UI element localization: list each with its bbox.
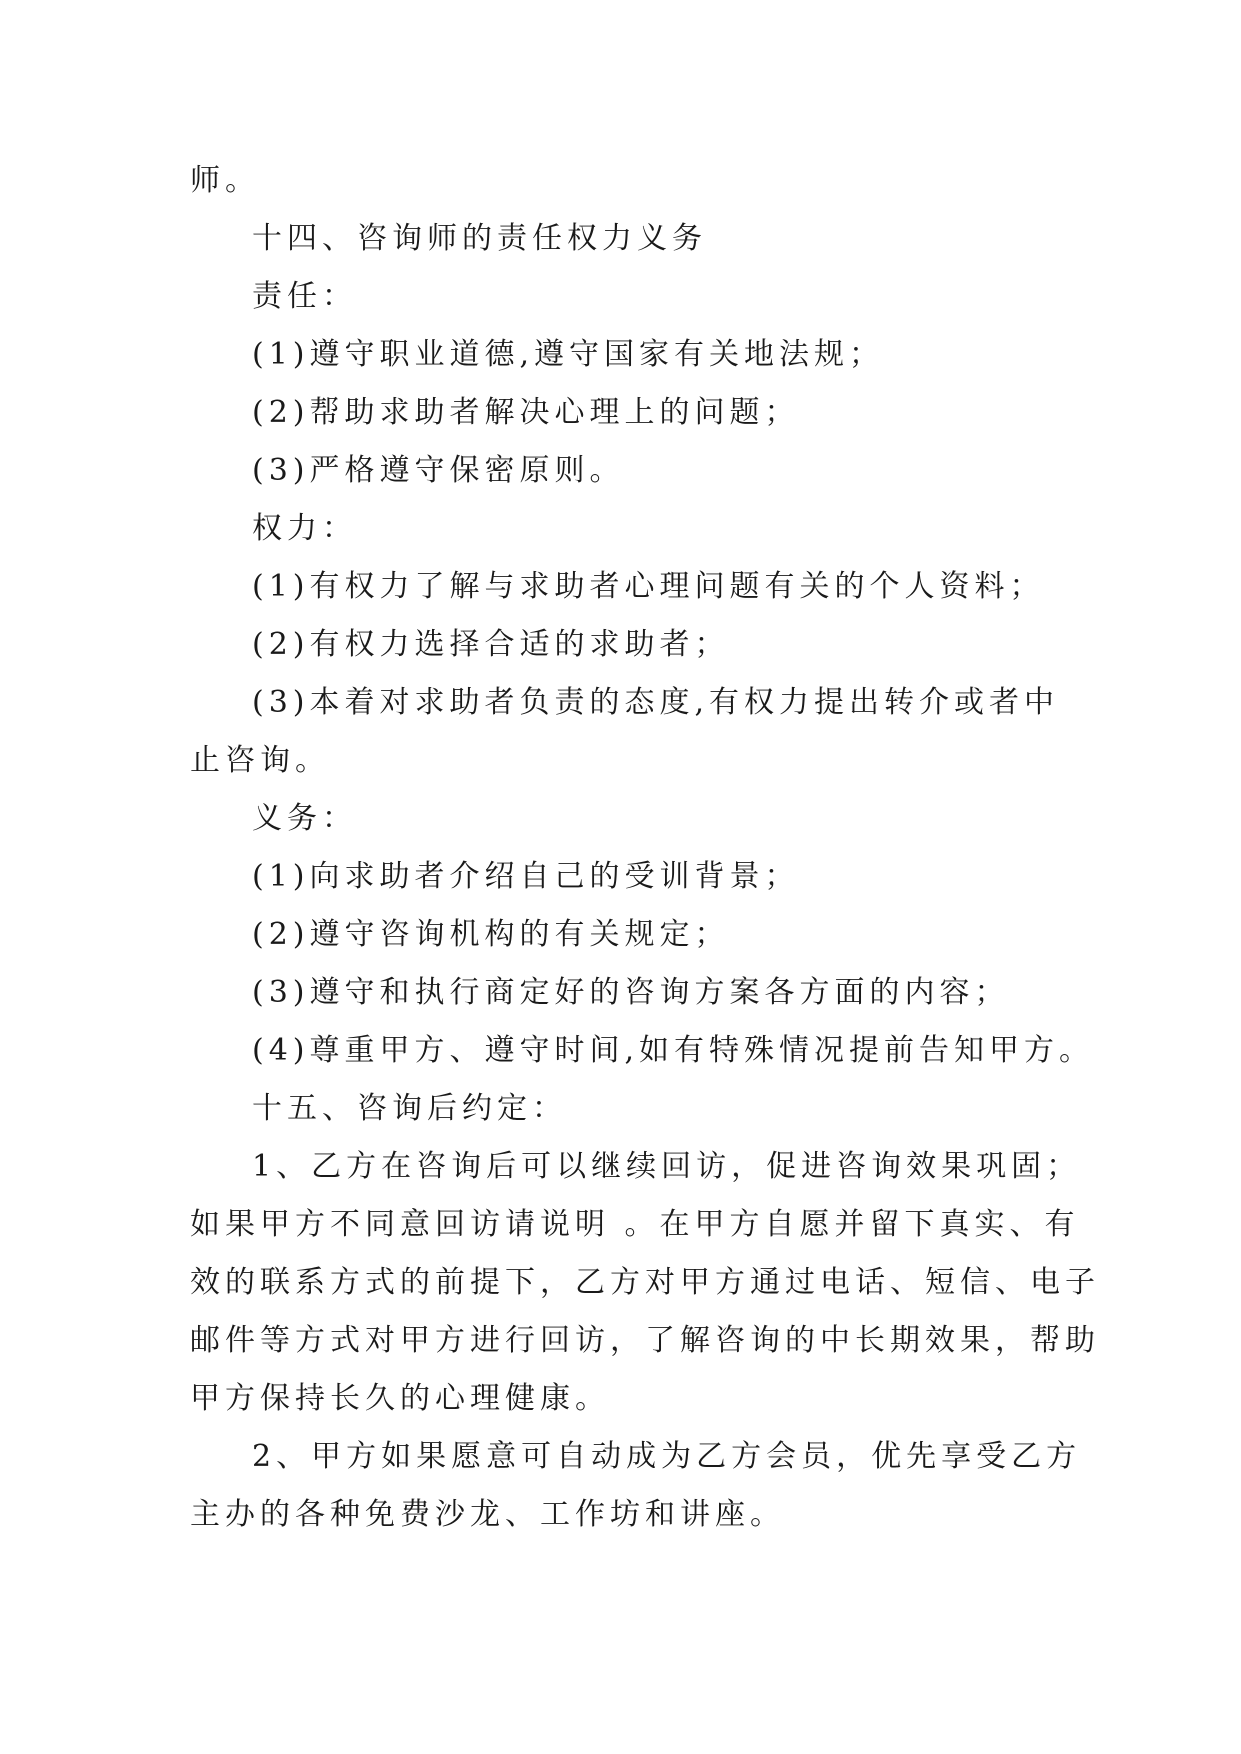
list-item: (2)帮助求助者解决心理上的问题； [252, 395, 800, 430]
paragraph-line: 邮件等方式对甲方进行回访，了解咨询的中长期效果，帮助 [190, 1323, 1100, 1358]
paragraph-line: 2、甲方如果愿意可自动成为乙方会员，优先享受乙方 [252, 1439, 1082, 1474]
subsection-heading: 义务： [252, 801, 357, 836]
list-item: (3)本着对求助者负责的态度,有权力提出转介或者中 [252, 685, 1060, 720]
list-item: (4)尊重甲方、遵守时间,如有特殊情况提前告知甲方。 [252, 1033, 1095, 1068]
list-item: (3)严格遵守保密原则。 [252, 453, 625, 488]
paragraph-line: 如果甲方不同意回访请说明 。在甲方自愿并留下真实、有 [190, 1207, 1080, 1242]
subsection-heading: 权力： [252, 511, 357, 546]
list-item-continuation: 止咨询。 [190, 743, 330, 778]
paragraph-line: 师。 [190, 163, 260, 198]
paragraph-line: 主办的各种免费沙龙、工作坊和讲座。 [190, 1497, 785, 1532]
list-item: (2)遵守咨询机构的有关规定； [252, 917, 730, 952]
list-item: (3)遵守和执行商定好的咨询方案各方面的内容； [252, 975, 1010, 1010]
paragraph-line: 1、乙方在咨询后可以继续回访，促进咨询效果巩固； [252, 1149, 1082, 1184]
list-item: (1)有权力了解与求助者心理问题有关的个人资料； [252, 569, 1045, 604]
list-item: (1)遵守职业道德,遵守国家有关地法规； [252, 337, 885, 372]
list-item: (1)向求助者介绍自己的受训背景； [252, 859, 800, 894]
subsection-heading: 责任： [252, 279, 357, 314]
list-item: (2)有权力选择合适的求助者； [252, 627, 730, 662]
paragraph-line: 甲方保持长久的心理健康。 [190, 1381, 610, 1416]
section-heading: 十四、咨询师的责任权力义务 [252, 221, 707, 256]
section-heading: 十五、咨询后约定： [252, 1091, 567, 1126]
paragraph-line: 效的联系方式的前提下，乙方对甲方通过电话、短信、电子 [190, 1265, 1100, 1300]
